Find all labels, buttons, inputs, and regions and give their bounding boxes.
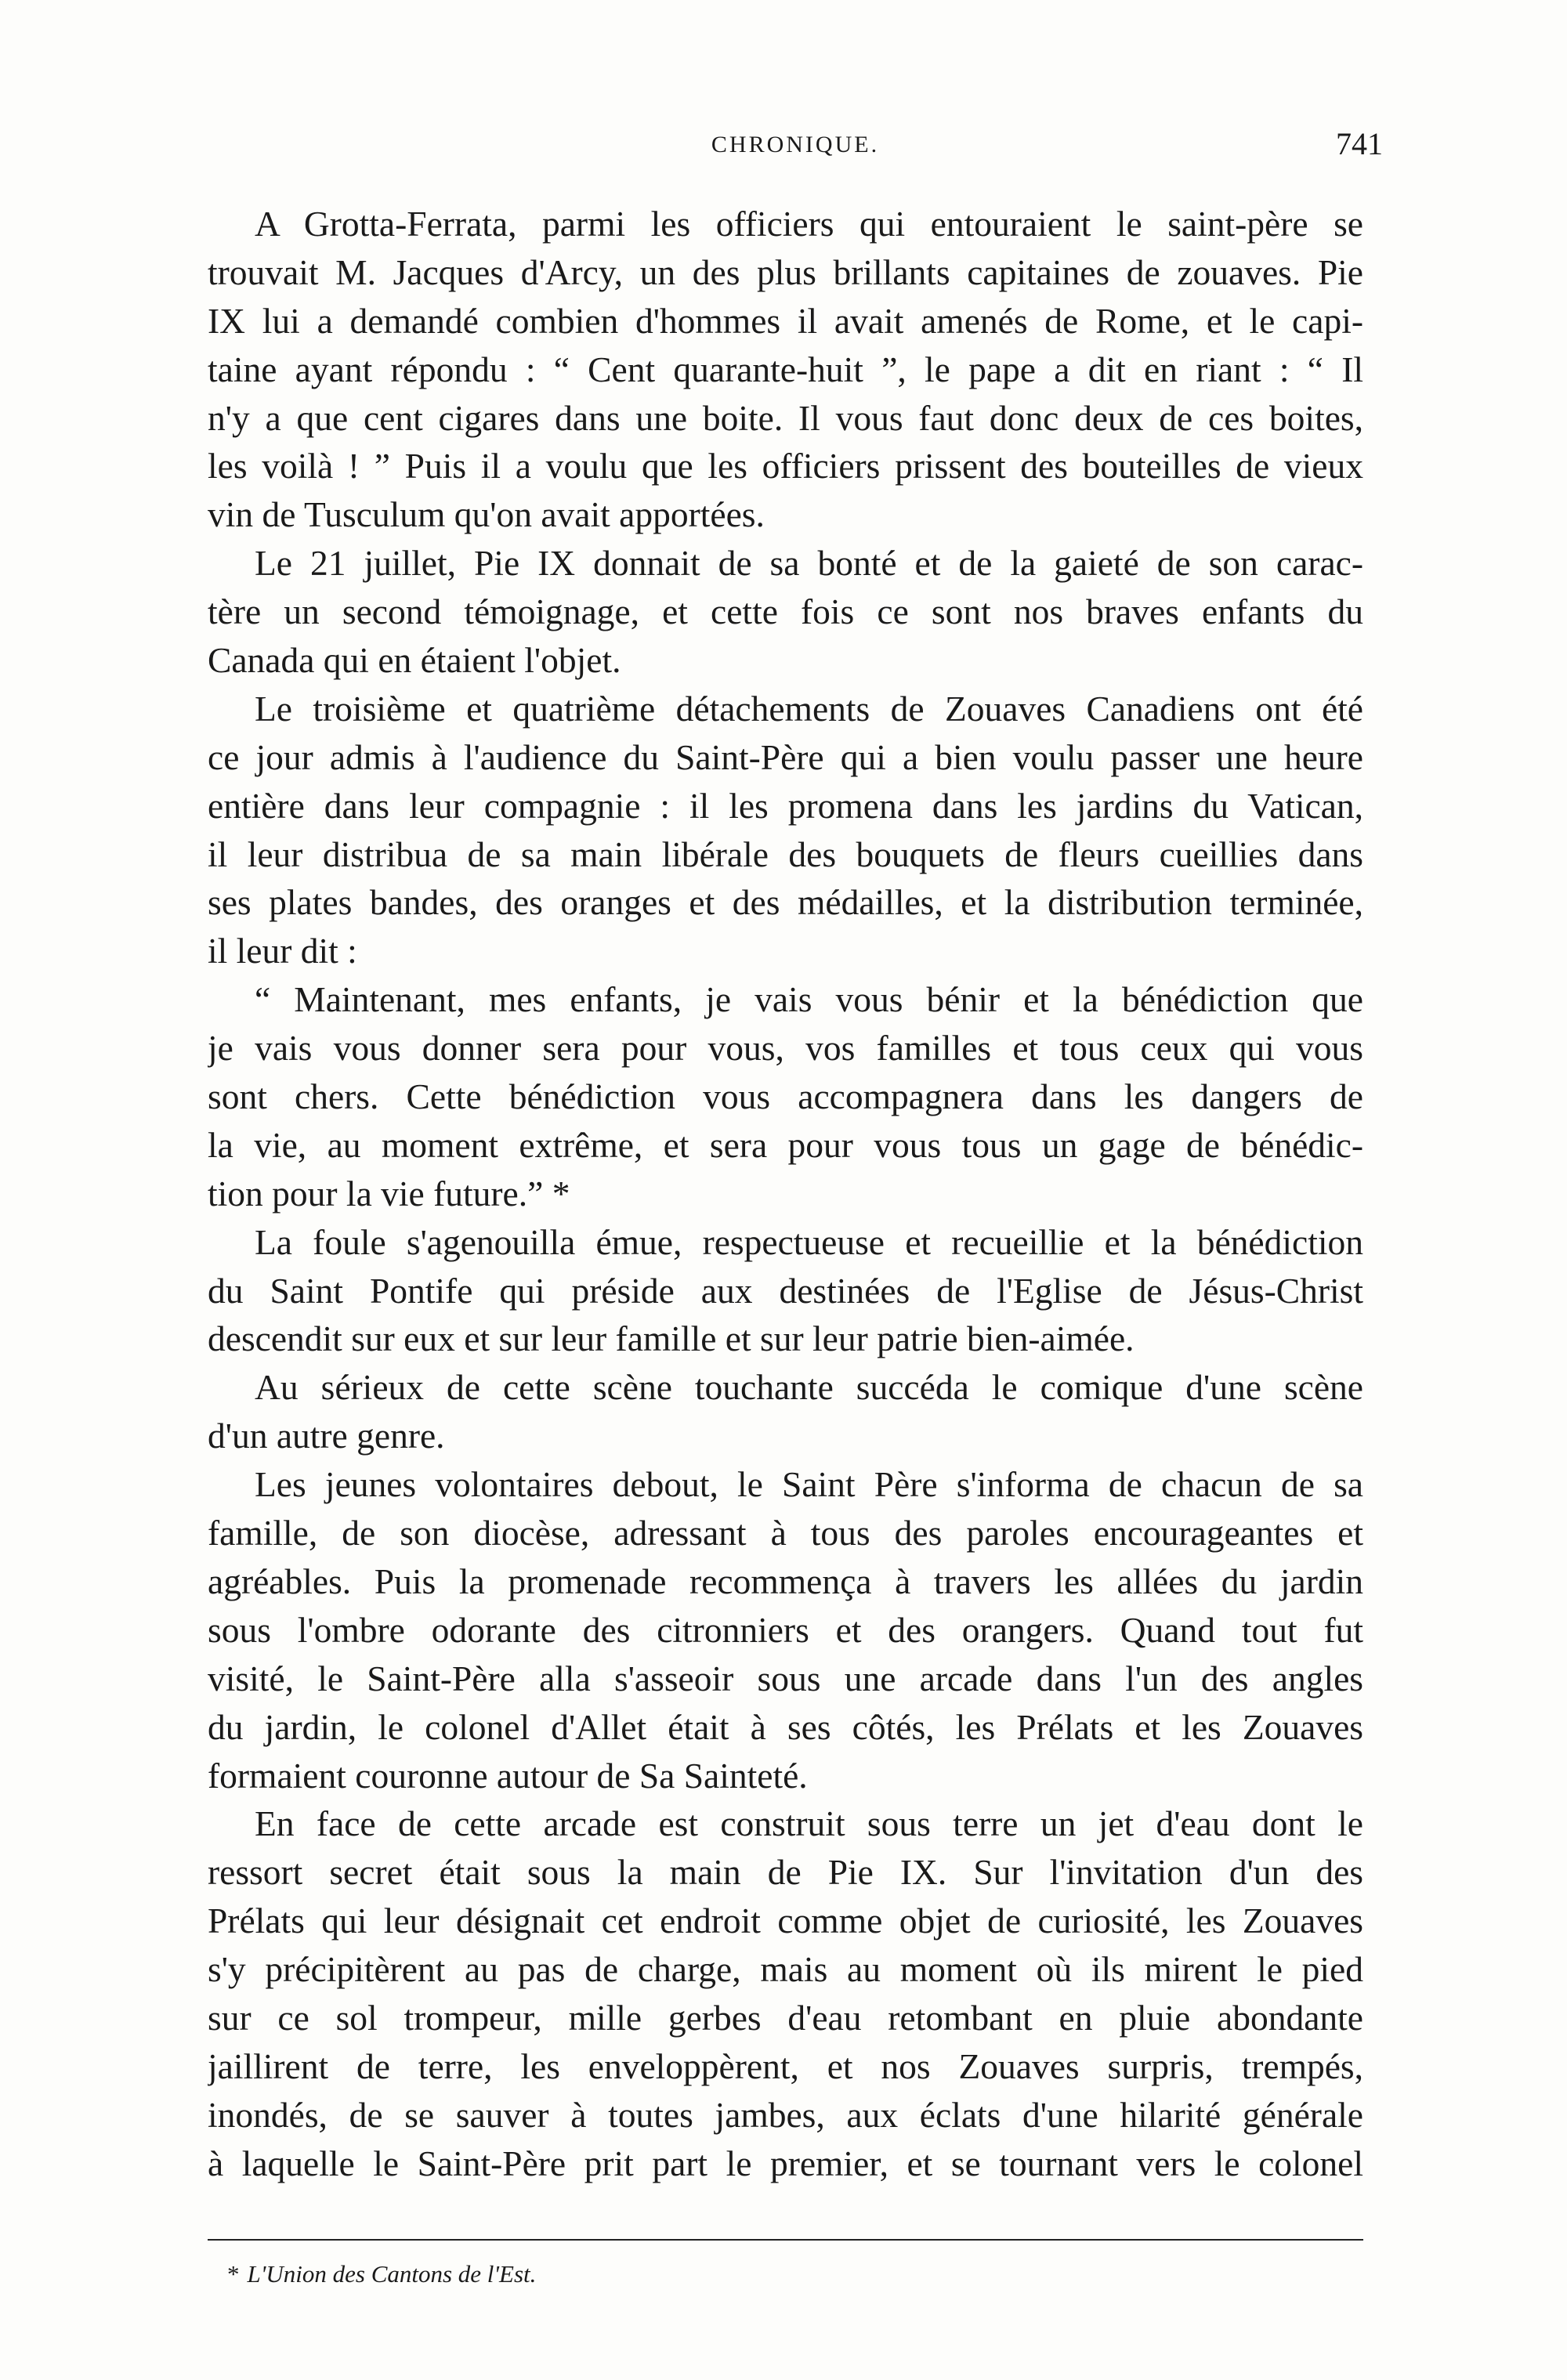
text-line: d'un autre genre. (208, 1416, 445, 1456)
footnote (227, 2260, 536, 2288)
text-line: A Grotta-Ferrata, parmi les officiers qui entouraient le saint-père se (255, 204, 1363, 244)
paragraph (208, 539, 1363, 685)
text-line: il leur distribua de sa main libérale des bouquets de fleurs cueillies dans (208, 834, 1363, 874)
paragraph (208, 1799, 1363, 2187)
text-line: il leur dit : (208, 931, 357, 971)
text-line: les voilà ! ” Puis il a voulu que les officiers prissent des bouteilles de vieux (208, 446, 1363, 486)
text-line: La foule s'agenouilla émue, respectueuse et recueillie et la bénédiction (255, 1221, 1363, 1262)
text-line: du jardin, le colonel d'Allet était à ses côtés, les Prélats et les Zouaves (208, 1706, 1363, 1747)
text-line: tion pour la vie future.” * (208, 1173, 570, 1214)
text-line: Au sérieux de cette scène touchante succéda le comique d'une scène (255, 1367, 1363, 1408)
text-line: “ Maintenant, mes enfants, je vais vous bénir et la bénédiction que (255, 979, 1363, 1020)
text-line: Le troisième et quatrième détachements de Zouaves Canadiens ont été (255, 688, 1363, 729)
text-line: Prélats qui leur désignait cet endroit comme objet de curiosité, les Zouaves (208, 1901, 1363, 1941)
text-line: sont chers. Cette bénédiction vous accompagnera dans les dangers de (208, 1076, 1363, 1117)
text-line: visité, le Saint-Père alla s'asseoir sous une arcade dans l'un des angles (208, 1658, 1363, 1698)
text-line: ressort secret était sous la main de Pie IX. Sur l'invitation d'un des (208, 1852, 1363, 1893)
text-line: jaillirent de terre, les enveloppèrent, et nos Zouaves surpris, trempés, (208, 2045, 1363, 2086)
text-line: En face de cette arcade est construit sous terre un jet d'eau dont le (255, 1803, 1363, 1844)
paragraph (208, 1460, 1363, 1799)
text-line: Le 21 juillet, Pie IX donnait de sa bonté et de la gaieté de son carac- (255, 543, 1363, 584)
text-line: formaient couronne autour de Sa Sainteté. (208, 1755, 808, 1796)
text-line: du Saint Pontife qui préside aux destinées de l'Eglise de Jésus-Christ (208, 1270, 1363, 1311)
text-line: vin de Tusculum qu'on avait apportées. (208, 494, 765, 535)
paragraph (208, 975, 1363, 1217)
text-line: sur ce sol trompeur, mille gerbes d'eau retombant en pluie abondante (208, 1997, 1363, 2038)
text-line: inondés, de se sauver à toutes jambes, aux éclats d'une hilarité générale (208, 2094, 1363, 2135)
page-header (208, 125, 1383, 172)
text-line: IX lui a demandé combien d'hommes il avait amenés de Rome, et le capi- (208, 300, 1363, 341)
text-line: je vais vous donner sera pour vous, vos familles et tous ceux qui vous (208, 1028, 1363, 1069)
text-line: Canada qui en étaient l'objet. (208, 640, 621, 681)
footnote-text: L'Union des Cantons de l'Est. (247, 2260, 537, 2288)
text-line: ses plates bandes, des oranges et des médailles, et la distribution terminée, (208, 882, 1363, 923)
text-line: trouvait M. Jacques d'Arcy, un des plus brillants capitaines de zouaves. Pie (208, 251, 1363, 292)
footnote-marker: * (227, 2260, 240, 2288)
text-line: taine ayant répondu : “ Cent quarante-huit ”, le pape a dit en riant : “ Il (208, 349, 1363, 389)
text-line: la vie, au moment extrême, et sera pour vous tous un gage de bénédic- (208, 1124, 1363, 1165)
text-line: Les jeunes volontaires debout, le Saint Père s'informa de chacun de sa (255, 1464, 1363, 1505)
paragraph (208, 1363, 1363, 1460)
body-text (208, 200, 1363, 2188)
paragraph (208, 200, 1363, 539)
text-line: ce jour admis à l'audience du Saint-Père qui a bien voulu passer une heure (208, 736, 1363, 777)
running-title: CHRONIQUE. (711, 132, 880, 157)
text-line: sous l'ombre odorante des citronniers et des orangers. Quand tout fut (208, 1609, 1363, 1650)
page-number: 741 (1336, 126, 1383, 161)
paragraph (208, 685, 1363, 975)
text-line: tère un second témoignage, et cette fois ce sont nos braves enfants du (208, 591, 1363, 632)
text-line: descendit sur eux et sur leur famille et sur leur patrie bien-aimée. (208, 1318, 1135, 1359)
text-line: entière dans leur compagnie : il les promena dans les jardins du Vatican, (208, 785, 1363, 826)
text-line: agréables. Puis la promenade recommença à travers les allées du jardin (208, 1561, 1363, 1601)
paragraph (208, 1218, 1363, 1364)
text-line: s'y précipitèrent au pas de charge, mais au moment où ils mirent le pied (208, 1949, 1363, 1990)
text-line: à laquelle le Saint-Père prit part le premier, et se tournant vers le colonel (208, 2143, 1363, 2183)
text-line: n'y a que cent cigares dans une boite. Il vous faut donc deux de ces boites, (208, 397, 1363, 438)
text-line: famille, de son diocèse, adressant à tous des paroles encourageantes et (208, 1513, 1363, 1554)
footnote-rule (208, 2239, 1363, 2241)
